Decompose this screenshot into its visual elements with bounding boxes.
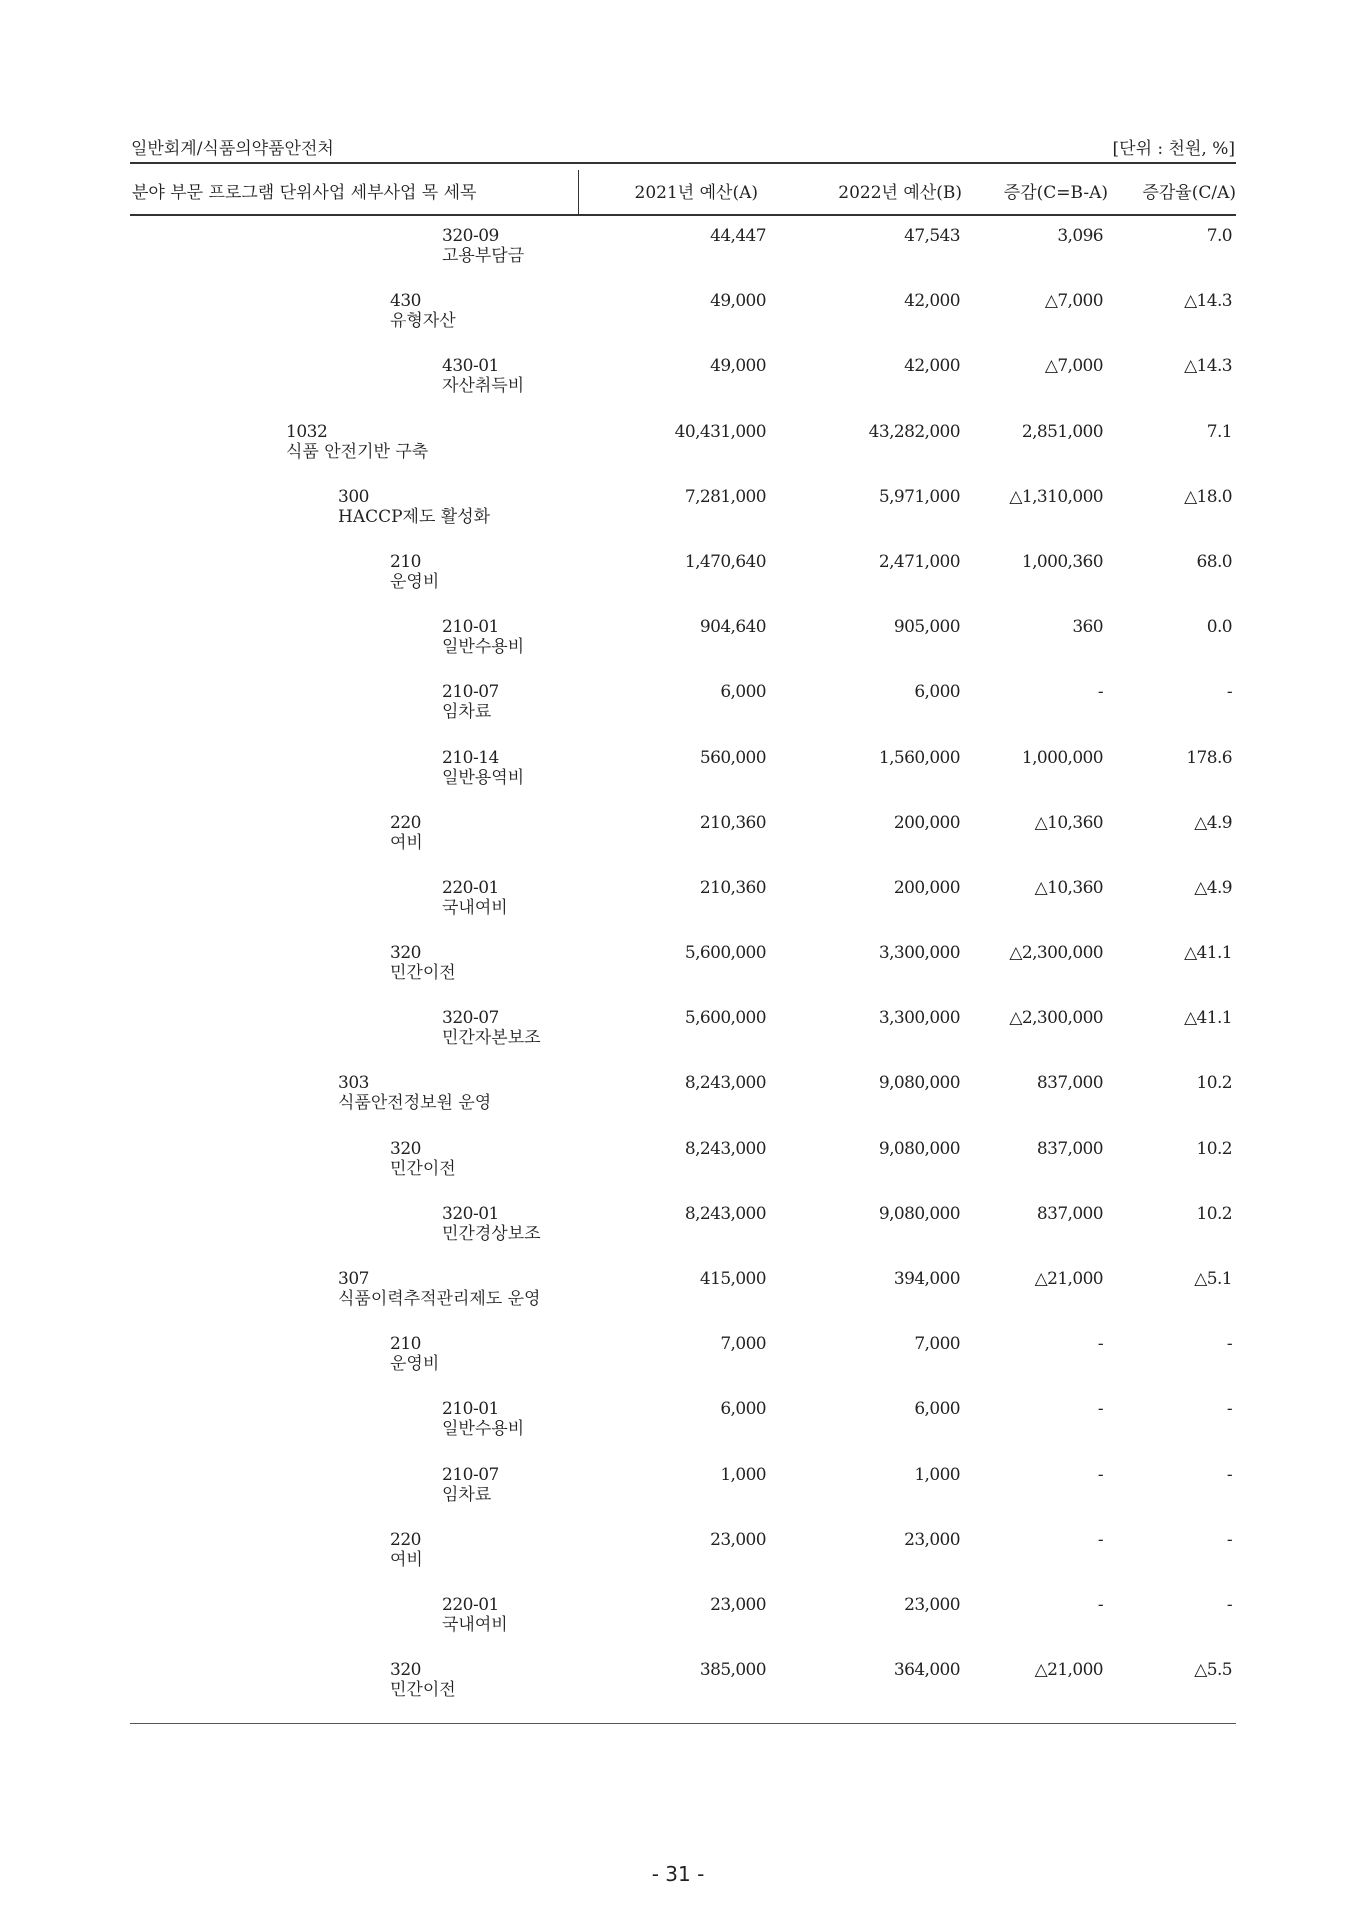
budget-2021-column-header: 2021년 예산(A) [634,183,758,203]
row-code: 303 [338,1073,369,1094]
row-name: 자산취득비 [442,376,525,397]
row-code: 210 [390,1334,421,1355]
table-row [0,682,1356,747]
budget-2021-value: 8,243,000 [684,1073,766,1094]
diff-value: △7,000 [1044,291,1103,312]
diff-value: △1,310,000 [1009,486,1103,507]
table-bottom-rule [130,1723,1236,1724]
diff-value: 837,000 [1036,1073,1103,1094]
row-name: 운영비 [390,571,440,592]
row-name: 운영비 [390,1354,440,1375]
budget-2021-value: 5,600,000 [684,1008,766,1029]
budget-2021-value: 8,243,000 [684,1203,766,1224]
budget-2022-value: 43,282,000 [868,421,960,442]
budget-2021-value: 23,000 [710,1594,766,1615]
rate-value: △41.1 [1184,1008,1232,1029]
table-row [0,1204,1356,1269]
budget-2021-value: 7,000 [720,1334,766,1355]
row-code: 307 [338,1269,369,1289]
row-code: 320-09 [442,226,499,246]
table-row [0,943,1356,1008]
table-row [0,291,1356,356]
row-name: 민간이전 [390,1680,456,1701]
budget-2022-value: 42,000 [904,291,960,312]
table-row [0,813,1356,878]
category-column-header: 분야 부문 프로그램 단위사업 세부사업 목 세목 [132,183,477,203]
budget-2022-value: 47,543 [904,226,960,246]
budget-2021-value: 8,243,000 [684,1138,766,1159]
budget-table-body [0,226,1356,1725]
rate-value: - [1226,1334,1232,1355]
rate-value: 10.2 [1196,1073,1232,1094]
table-row [0,1334,1356,1399]
row-name: 일반용역비 [442,767,525,788]
budget-2022-value: 9,080,000 [878,1073,960,1094]
rate-value: △41.1 [1184,943,1232,964]
row-code: 320-01 [442,1203,499,1224]
table-row [0,487,1356,552]
budget-2022-value: 6,000 [914,1399,960,1420]
rate-value: 7.0 [1206,226,1232,246]
row-code: 220 [390,812,421,833]
row-code: 210-07 [442,682,499,703]
table-header [130,170,1236,214]
row-name: 식품안전정보원 운영 [338,1093,492,1114]
rate-value: △14.3 [1184,291,1232,312]
table-row [0,748,1356,813]
budget-2022-value: 200,000 [893,812,960,833]
budget-2022-value: 905,000 [893,617,960,638]
row-code: 210-07 [442,1464,499,1485]
rate-value: 10.2 [1196,1203,1232,1224]
row-code: 1032 [286,421,328,442]
budget-2021-value: 40,431,000 [674,421,766,442]
budget-2022-value: 2,471,000 [878,551,960,572]
table-header-rule [130,214,1236,216]
row-code: 320-07 [442,1008,499,1029]
budget-2022-value: 9,080,000 [878,1203,960,1224]
header-divider [578,170,579,214]
diff-value: 837,000 [1036,1203,1103,1224]
row-name: 식품이력추적관리제도 운영 [338,1289,541,1309]
budget-2022-value: 7,000 [914,1334,960,1355]
row-name: 민간자본보조 [442,1028,541,1049]
budget-2021-value: 1,470,640 [684,551,766,572]
table-row [0,422,1356,487]
budget-2021-value: 7,281,000 [684,486,766,507]
diff-value: - [1097,682,1103,703]
diff-value: △7,000 [1044,356,1103,377]
page-header [131,134,1235,160]
table-row [0,1399,1356,1464]
rate-value: 0.0 [1206,617,1232,638]
budget-2021-value: 210,360 [699,877,766,898]
row-name: HACCP제도 활성화 [338,506,491,527]
row-code: 210-14 [442,747,499,768]
row-code: 210-01 [442,617,499,638]
diff-value: △2,300,000 [1009,943,1103,964]
row-name: 민간이전 [390,1158,456,1179]
rate-value: - [1226,1594,1232,1615]
table-row [0,1008,1356,1073]
rate-value: △18.0 [1184,486,1232,507]
rate-value: - [1226,682,1232,703]
table-row [0,1073,1356,1138]
budget-2021-value: 44,447 [710,226,766,246]
rate-value: △4.9 [1194,812,1232,833]
table-row [0,878,1356,943]
diff-value: △21,000 [1034,1660,1103,1681]
row-name: 고용부담금 [442,246,525,266]
row-name: 국내여비 [442,897,508,918]
row-name: 식품 안전기반 구축 [286,441,429,462]
account-title: 일반회계/식품의약품안전처 [131,139,334,159]
row-code: 430-01 [442,356,499,377]
budget-2021-value: 385,000 [699,1660,766,1681]
diff-column-header: 증감(C=B-A) [1003,183,1108,203]
row-name: 민간경상보조 [442,1223,541,1244]
budget-2022-value: 6,000 [914,682,960,703]
budget-2021-value: 415,000 [699,1269,766,1289]
row-name: 일반수용비 [442,1419,525,1440]
table-row [0,1139,1356,1204]
rate-value: 178.6 [1186,747,1232,768]
rate-value: △14.3 [1184,356,1232,377]
diff-value: 1,000,000 [1021,747,1103,768]
budget-2022-value: 9,080,000 [878,1138,960,1159]
budget-2022-value: 3,300,000 [878,943,960,964]
rate-value: △4.9 [1194,877,1232,898]
budget-2021-value: 23,000 [710,1529,766,1550]
row-name: 유형자산 [390,311,456,332]
budget-2022-value: 1,000 [914,1464,960,1485]
budget-2022-value: 5,971,000 [878,486,960,507]
budget-2021-value: 49,000 [710,356,766,377]
budget-2022-value: 23,000 [904,1594,960,1615]
budget-2021-value: 560,000 [699,747,766,768]
row-name: 임차료 [442,1484,492,1505]
rate-column-header: 증감율(C/A) [1142,183,1236,203]
budget-2022-value: 1,560,000 [878,747,960,768]
row-name: 민간이전 [390,963,456,984]
budget-2021-value: 210,360 [699,812,766,833]
diff-value: △2,300,000 [1009,1008,1103,1029]
budget-2021-value: 904,640 [699,617,766,638]
row-name: 여비 [390,832,423,853]
diff-value: 360 [1072,617,1103,638]
rate-value: △5.1 [1194,1269,1232,1289]
diff-value: 2,851,000 [1021,421,1103,442]
budget-2022-column-header: 2022년 예산(B) [838,183,962,203]
diff-value: 3,096 [1057,226,1103,246]
page-number: - 31 - [651,1862,705,1886]
diff-value: - [1097,1594,1103,1615]
budget-2021-value: 1,000 [720,1464,766,1485]
row-code: 320 [390,1660,421,1681]
rate-value: △5.5 [1194,1660,1232,1681]
budget-2022-value: 23,000 [904,1529,960,1550]
table-row [0,1595,1356,1660]
rate-value: 7.1 [1206,421,1232,442]
row-code: 320 [390,1138,421,1159]
budget-2022-value: 42,000 [904,356,960,377]
row-code: 220-01 [442,1594,499,1615]
row-name: 국내여비 [442,1614,508,1635]
diff-value: - [1097,1464,1103,1485]
diff-value: - [1097,1529,1103,1550]
budget-2022-value: 3,300,000 [878,1008,960,1029]
diff-value: - [1097,1334,1103,1355]
row-name: 일반수용비 [442,637,525,658]
diff-value: △10,360 [1034,812,1103,833]
diff-value: 837,000 [1036,1138,1103,1159]
row-code: 320 [390,943,421,964]
table-row [0,1530,1356,1595]
table-row [0,552,1356,617]
rate-value: - [1226,1464,1232,1485]
row-code: 220-01 [442,877,499,898]
table-row [0,1660,1356,1725]
budget-2022-value: 364,000 [893,1660,960,1681]
unit-label: [단위 : 천원, %] [1112,139,1235,159]
budget-2021-value: 6,000 [720,1399,766,1420]
diff-value: △10,360 [1034,877,1103,898]
table-row [0,1465,1356,1530]
row-code: 220 [390,1529,421,1550]
row-code: 210 [390,551,421,572]
table-row [0,226,1356,291]
rate-value: - [1226,1529,1232,1550]
table-row [0,617,1356,682]
table-row [0,356,1356,421]
diff-value: - [1097,1399,1103,1420]
diff-value: △21,000 [1034,1269,1103,1289]
row-name: 여비 [390,1549,423,1570]
rate-value: 68.0 [1196,551,1232,572]
budget-2021-value: 49,000 [710,291,766,312]
budget-2021-value: 5,600,000 [684,943,766,964]
row-code: 300 [338,486,369,507]
table-row [0,1269,1356,1334]
budget-2022-value: 200,000 [893,877,960,898]
row-code: 430 [390,291,421,312]
row-code: 210-01 [442,1399,499,1420]
rate-value: 10.2 [1196,1138,1232,1159]
row-name: 임차료 [442,702,492,723]
budget-2022-value: 394,000 [893,1269,960,1289]
rate-value: - [1226,1399,1232,1420]
diff-value: 1,000,360 [1021,551,1103,572]
budget-2021-value: 6,000 [720,682,766,703]
table-top-rule [130,162,1236,164]
